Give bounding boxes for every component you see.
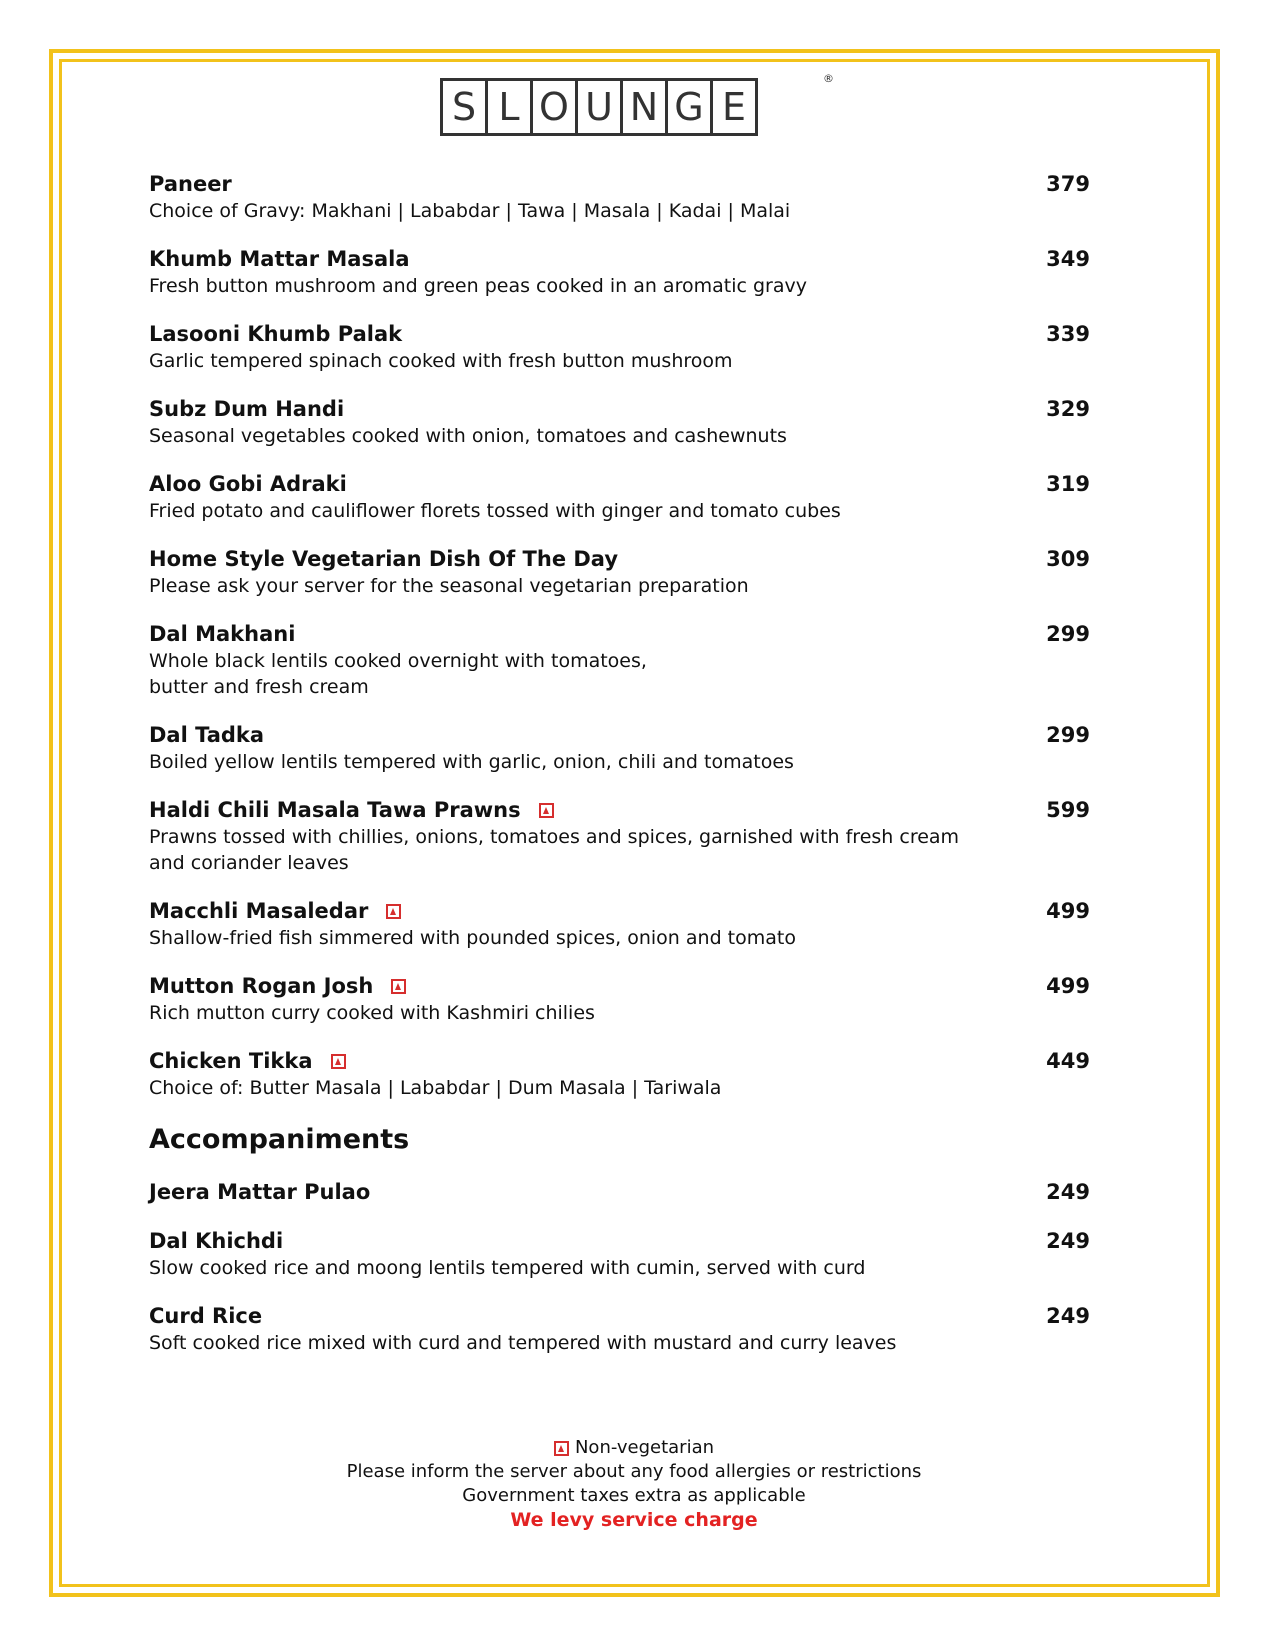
menu-item-description: Soft cooked rice mixed with curd and tempered with mustard and curry leaves bbox=[149, 1332, 897, 1354]
menu-item-name: Subz Dum Handi bbox=[149, 397, 345, 421]
menu-item-name-row bbox=[149, 796, 1090, 824]
nonveg-legend bbox=[149, 1436, 1119, 1460]
menu-item bbox=[149, 245, 1090, 299]
menu-item bbox=[149, 320, 1090, 374]
menu-item bbox=[149, 395, 1090, 449]
logo-letter: N bbox=[623, 81, 668, 133]
menu-item-name-row bbox=[149, 1227, 1090, 1255]
menu-item-name: Chicken Tikka bbox=[149, 1049, 313, 1073]
logo-letter: L bbox=[488, 81, 533, 133]
menu-item-price: 299 bbox=[1046, 622, 1090, 646]
menu-item-price: 329 bbox=[1046, 397, 1090, 421]
menu-item-description: Slow cooked rice and moong lentils tempered with cumin, served with curd bbox=[149, 1257, 866, 1279]
menu-item-description: Fried potato and cauliflower florets tossed with ginger and tomato cubes bbox=[149, 500, 841, 522]
menu-item bbox=[149, 620, 1090, 700]
menu-item-name-row bbox=[149, 545, 1090, 573]
menu-item-name-row bbox=[149, 245, 1090, 273]
menu-item bbox=[149, 897, 1090, 951]
menu-item bbox=[149, 1227, 1090, 1281]
menu-item-name-row bbox=[149, 721, 1090, 749]
menu-footer bbox=[149, 1436, 1119, 1532]
legend-label: Non-vegetarian bbox=[574, 1437, 715, 1458]
menu-item-name: Dal Khichdi bbox=[149, 1229, 284, 1253]
tax-note: Government taxes extra as applicable bbox=[462, 1485, 806, 1506]
logo-letter: E bbox=[721, 85, 746, 129]
menu-item-price: 319 bbox=[1046, 472, 1090, 496]
menu-list bbox=[149, 170, 1090, 1377]
menu-item-description: Seasonal vegetables cooked with onion, tomatoes and cashewnuts bbox=[149, 425, 787, 447]
main-course-items bbox=[149, 170, 1090, 1101]
menu-item-price: 309 bbox=[1046, 547, 1090, 571]
menu-item-description: Boiled yellow lentils tempered with garlic, onion, chili and tomatoes bbox=[149, 751, 794, 773]
menu-item bbox=[149, 170, 1090, 224]
registered-mark: ® bbox=[823, 72, 834, 85]
menu-item-description: Prawns tossed with chillies, onions, tomatoes and spices, garnished with fresh cream and coriander leaves bbox=[149, 826, 960, 874]
menu-item-name: Lasooni Khumb Palak bbox=[149, 322, 403, 346]
menu-item bbox=[149, 1047, 1090, 1101]
menu-item bbox=[149, 972, 1090, 1026]
menu-item-price: 499 bbox=[1046, 974, 1090, 998]
menu-item bbox=[149, 721, 1090, 775]
accompaniment-items bbox=[149, 1178, 1090, 1356]
menu-item-price: 249 bbox=[1046, 1180, 1090, 1204]
brand-logo bbox=[440, 78, 758, 136]
menu-item-name-row bbox=[149, 897, 1090, 925]
menu-item-price: 249 bbox=[1046, 1304, 1090, 1328]
menu-item-name-row bbox=[149, 320, 1090, 348]
menu-item-name-row bbox=[149, 395, 1090, 423]
nonveg-icon bbox=[539, 803, 554, 818]
logo-letter: O bbox=[533, 81, 578, 133]
nonveg-icon bbox=[391, 979, 406, 994]
menu-item-description: Shallow-fried fish simmered with pounded spices, onion and tomato bbox=[149, 927, 796, 949]
menu-item-name: Dal Makhani bbox=[149, 622, 296, 646]
menu-item-price: 499 bbox=[1046, 899, 1090, 923]
menu-item-price: 379 bbox=[1046, 172, 1090, 196]
menu-item-name: Paneer bbox=[149, 172, 232, 196]
menu-item-price: 349 bbox=[1046, 247, 1090, 271]
menu-item-price: 449 bbox=[1046, 1049, 1090, 1073]
menu-item-name: Curd Rice bbox=[149, 1304, 263, 1328]
menu-item-price: 299 bbox=[1046, 723, 1090, 747]
menu-item bbox=[149, 1302, 1090, 1356]
menu-item-price: 339 bbox=[1046, 322, 1090, 346]
menu-item bbox=[149, 796, 1090, 876]
menu-item bbox=[149, 545, 1090, 599]
menu-item-name-row bbox=[149, 1302, 1090, 1330]
allergy-note: Please inform the server about any food allergies or restrictions bbox=[346, 1461, 922, 1482]
menu-item bbox=[149, 1178, 1090, 1206]
menu-item-name: Jeera Mattar Pulao bbox=[149, 1180, 371, 1204]
menu-item-description: Rich mutton curry cooked with Kashmiri chilies bbox=[149, 1002, 595, 1024]
menu-item-name: Mutton Rogan Josh bbox=[149, 974, 374, 998]
nonveg-icon bbox=[554, 1441, 569, 1456]
nonveg-icon bbox=[331, 1054, 346, 1069]
menu-item-description: Fresh button mushroom and green peas cooked in an aromatic gravy bbox=[149, 275, 807, 297]
menu-item-name: Home Style Vegetarian Dish Of The Day bbox=[149, 547, 619, 571]
menu-item-name: Dal Tadka bbox=[149, 723, 265, 747]
menu-item-name: Khumb Mattar Masala bbox=[149, 247, 410, 271]
menu-item-description: Garlic tempered spinach cooked with fresh button mushroom bbox=[149, 350, 733, 372]
logo-letter: S bbox=[443, 81, 488, 133]
logo-letter: G bbox=[668, 81, 713, 133]
menu-item-price: 599 bbox=[1046, 798, 1090, 822]
menu-item-name-row bbox=[149, 620, 1090, 648]
menu-item-name-row bbox=[149, 1178, 1090, 1206]
menu-item-description: Choice of Gravy: Makhani | Lababdar | Tawa | Masala | Kadai | Malai bbox=[149, 200, 791, 222]
menu-item-name: Aloo Gobi Adraki bbox=[149, 472, 347, 496]
menu-item-description: Please ask your server for the seasonal vegetarian preparation bbox=[149, 575, 749, 597]
menu-item-name: Haldi Chili Masala Tawa Prawns bbox=[149, 798, 521, 822]
menu-item-name-row bbox=[149, 972, 1090, 1000]
section-title-accompaniments: Accompaniments bbox=[149, 1124, 410, 1155]
menu-item-name-row bbox=[149, 170, 1090, 198]
menu-item-description: Choice of: Butter Masala | Lababdar | Dum Masala | Tariwala bbox=[149, 1077, 722, 1099]
nonveg-icon bbox=[386, 904, 401, 919]
menu-item-description: Whole black lentils cooked overnight with tomatoes, butter and fresh cream bbox=[149, 650, 647, 698]
service-charge-note: We levy service charge bbox=[510, 1509, 758, 1531]
menu-item bbox=[149, 470, 1090, 524]
menu-item-name-row bbox=[149, 470, 1090, 498]
logo-letter: U bbox=[578, 81, 623, 133]
menu-item-name: Macchli Masaledar bbox=[149, 899, 369, 923]
menu-item-name-row bbox=[149, 1047, 1090, 1075]
menu-item-price: 249 bbox=[1046, 1229, 1090, 1253]
